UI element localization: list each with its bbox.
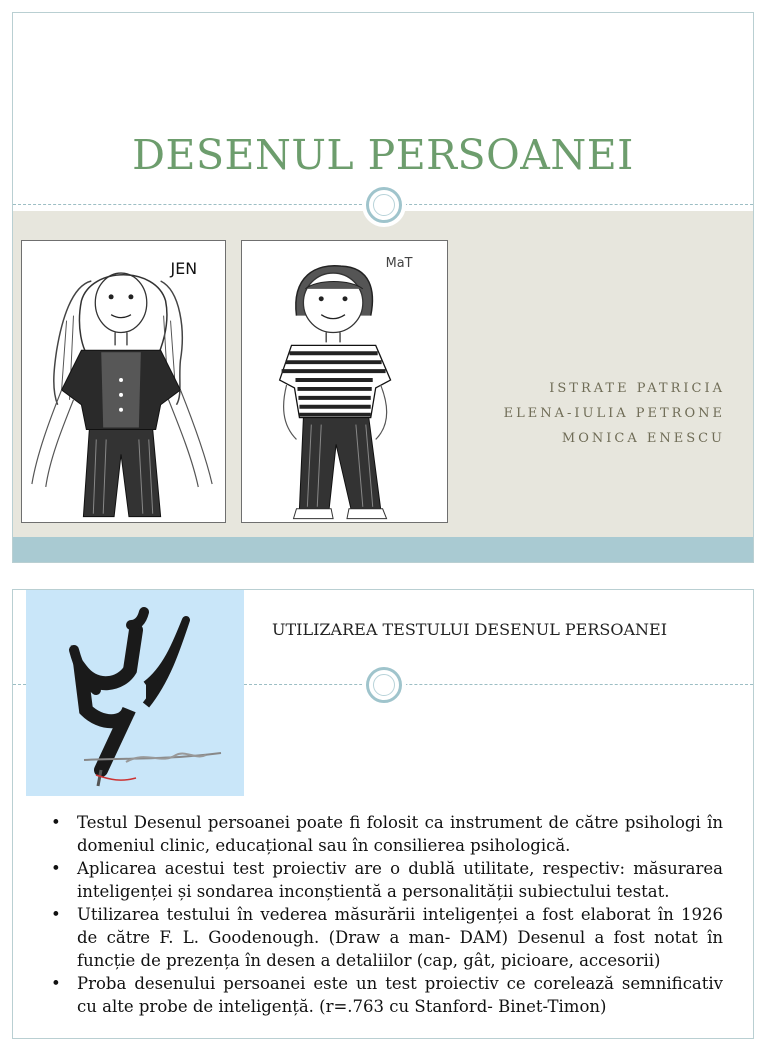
author-name: ELENA-IULIA PETRONE (503, 406, 725, 421)
logo-image (26, 590, 244, 796)
bottom-band (13, 537, 753, 563)
divider-line (244, 684, 753, 685)
slide-heading: UTILIZAREA TESTULUI DESENUL PERSOANEI (272, 620, 668, 639)
bullet-item: • Aplicarea acestui test proiectiv are o dublă utilitate, respectiv: măsurarea inteligenței și sondarea inconștientă a personalității subiectului testat. (51, 857, 723, 903)
bullet-item: • Utilizarea testului în vederea măsurării inteligenței a fost elaborat în 1926 de către F. L. Goodenough. (Draw a man- DAM) Desenul a fost notat în funcție de prezența în desen a detaliilor (cap, gât, picioare, accesorii) (51, 903, 723, 972)
drawing-label-mat: MaT (385, 256, 413, 272)
bullet-list (51, 811, 723, 1018)
title-slide (12, 12, 754, 563)
author-name: ISTRATE PATRICIA (549, 381, 725, 396)
drawing-label-jen: JEN (170, 259, 198, 279)
psi-pen-icon (26, 590, 244, 796)
child-drawing-jen (21, 240, 226, 523)
divider-ring-icon (366, 667, 402, 703)
content-slide (12, 589, 754, 1039)
child-drawing-mat (241, 240, 448, 523)
bullet-item: • Testul Desenul persoanei poate fi folosit ca instrument de către psihologi în domeniul clinic, educațional sau în consilierea psihologică. (51, 811, 723, 857)
bullet-item: • Proba desenului persoanei este un test proiectiv ce corelează semnificativ cu alte probe de inteligență. (r=.763 cu Stanford- Binet-Timon) (51, 972, 723, 1018)
drawing-boy-illustration (242, 241, 447, 522)
drawing-girl-illustration (22, 241, 225, 522)
authors-list (504, 376, 725, 451)
divider-ring-icon (366, 187, 402, 223)
slide-title: DESENUL PERSOANEI (132, 131, 634, 179)
author-name: MONICA ENESCU (561, 431, 725, 446)
divider-line (13, 684, 26, 685)
